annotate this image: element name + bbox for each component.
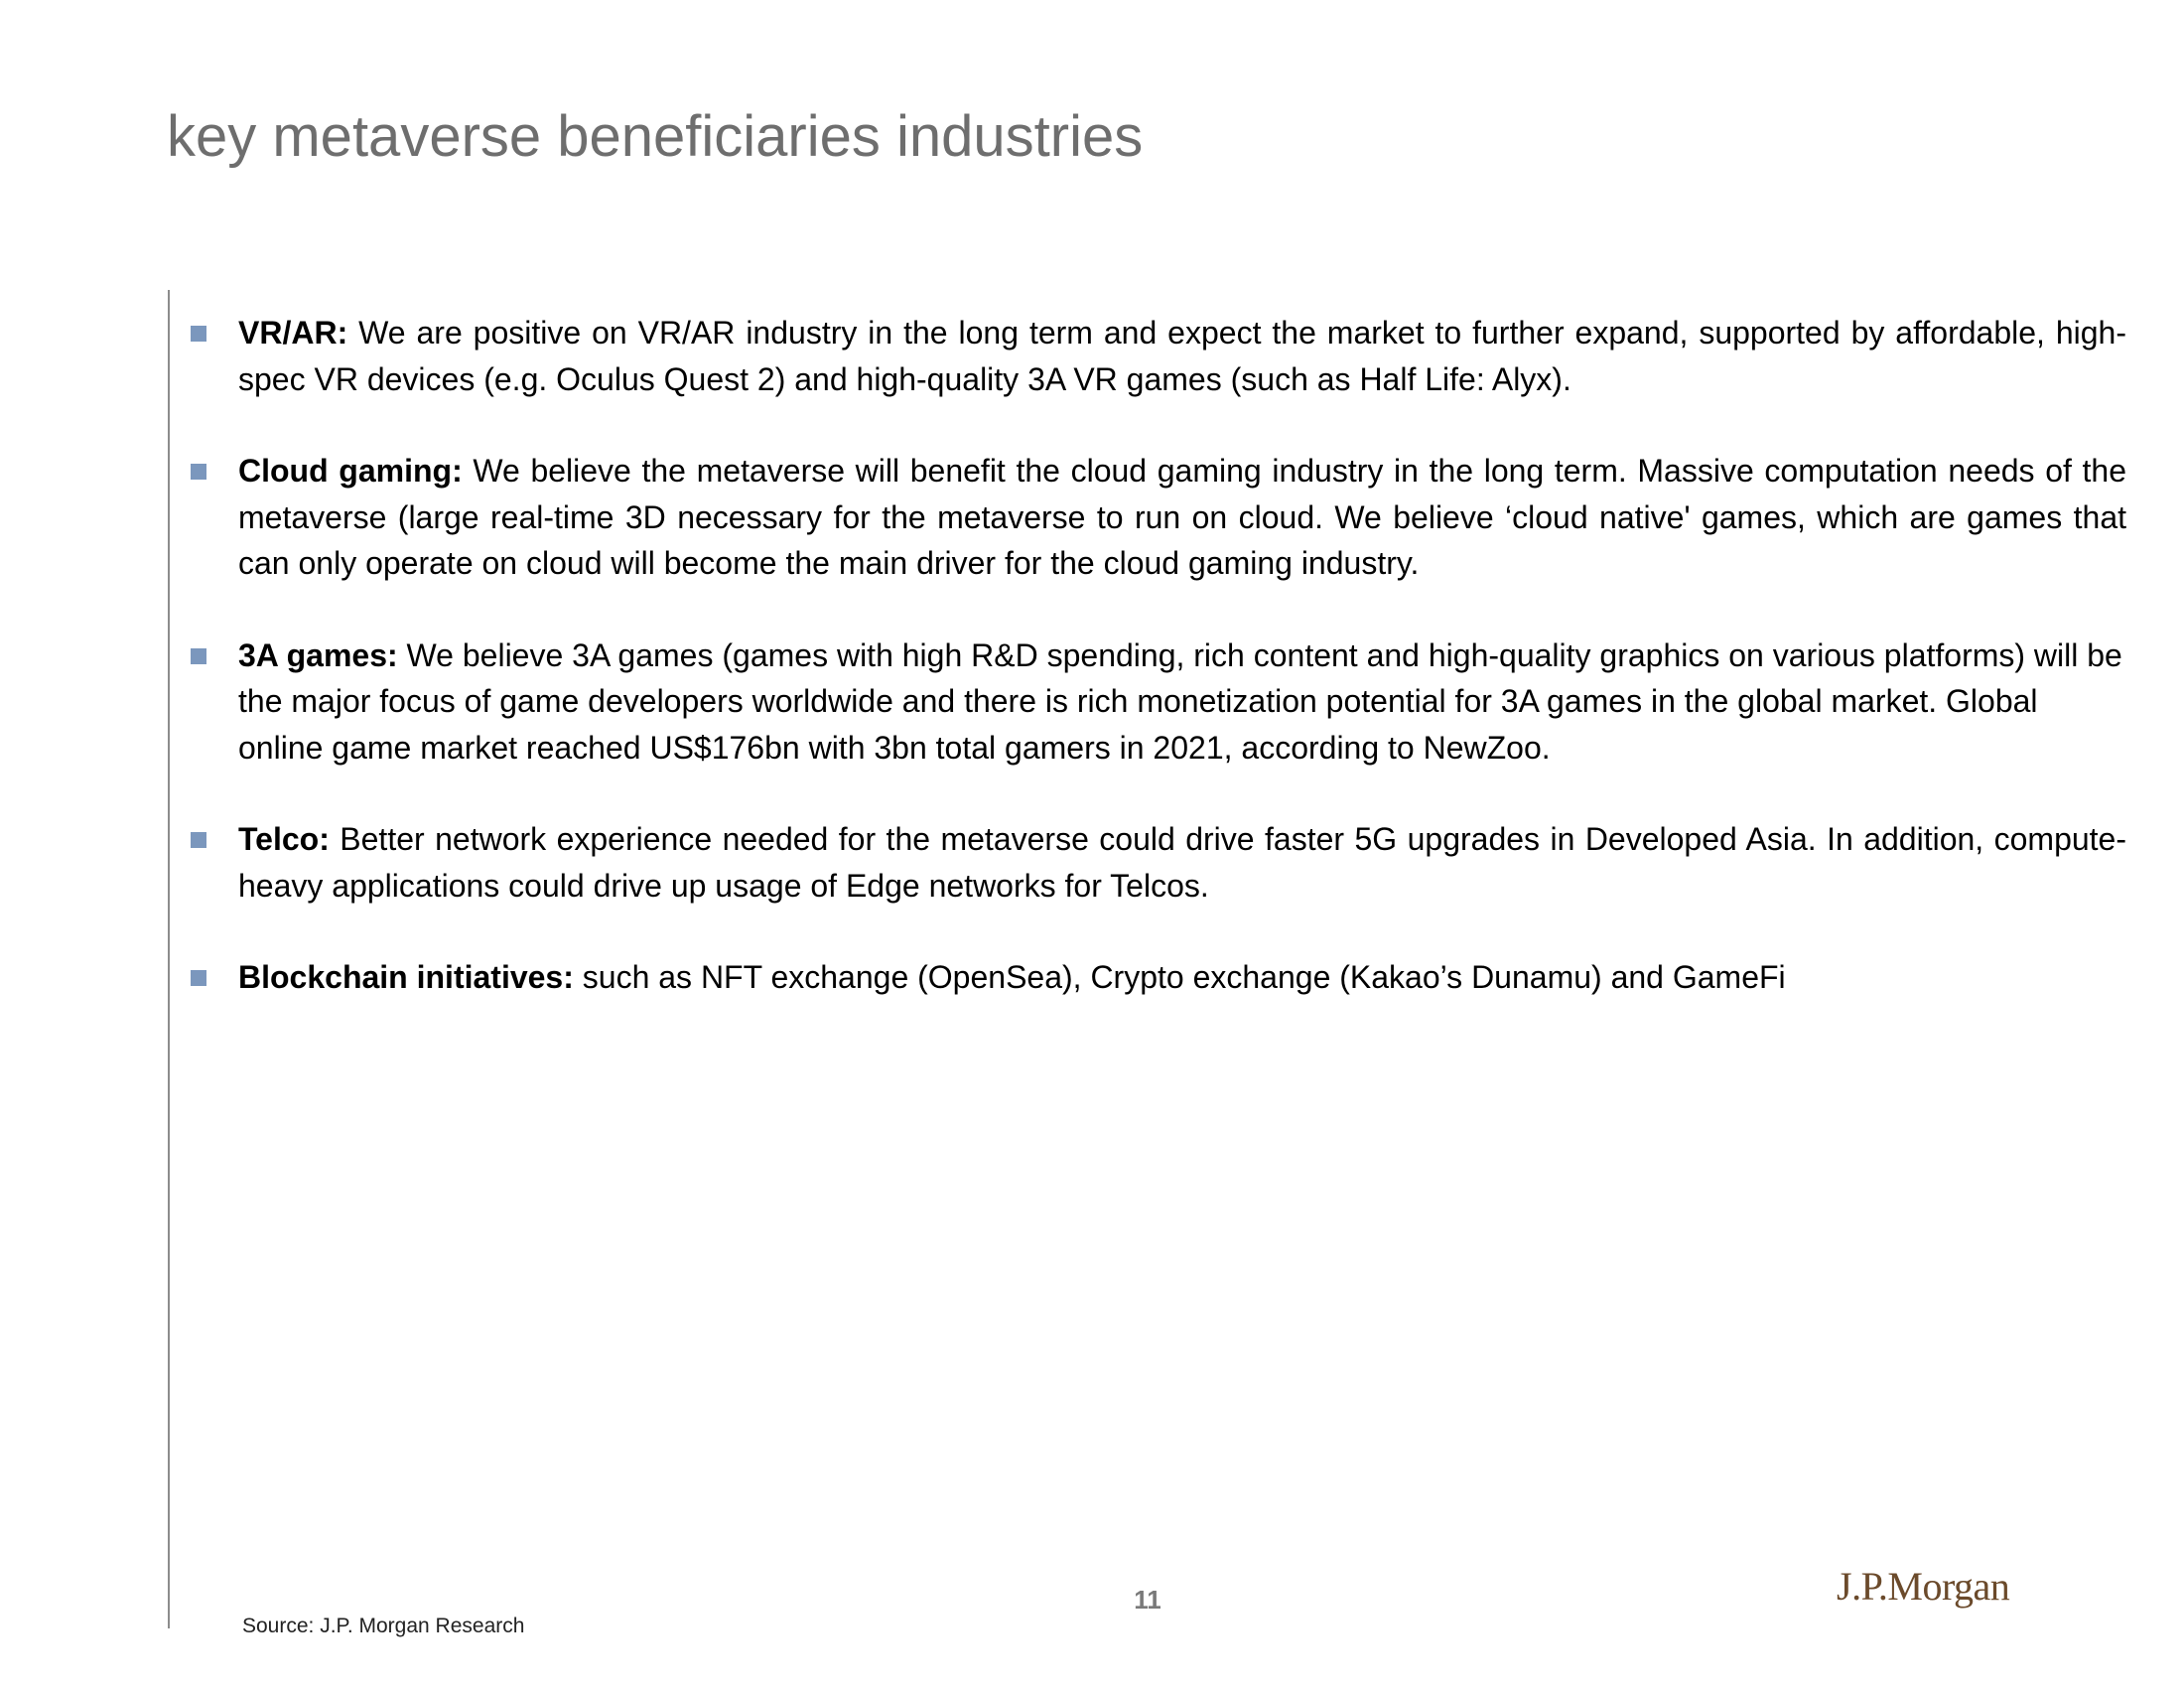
bullet-text: We believe the metaverse will benefit the cloud gaming industry in the long term. Massive computation needs of the metaverse (large real-time 3D necessary for the metaverse to run on cloud. We believe ‘cloud native' games, which are games that can only operate on cloud will become the main driver for the cloud gaming industry. xyxy=(238,453,2127,581)
bullet-lead: Cloud gaming: xyxy=(238,453,463,489)
bullet-lead: 3A games: xyxy=(238,636,398,673)
page-number: 11 xyxy=(1134,1585,1161,1615)
bullet-item-blockchain xyxy=(191,954,2126,1001)
bullet-lead: Blockchain initiatives: xyxy=(238,959,574,995)
bullet-lead: VR/AR: xyxy=(238,315,348,351)
jpmorgan-logo: J.P.Morgan xyxy=(1837,1564,2010,1609)
bullet-item-vr-ar xyxy=(191,310,2126,402)
bullet-text: We believe 3A games (games with high R&D spending, rich content and high-quality graphics on various platforms) will be the major focus of game developers worldwide and there is rich monetization potential for 3A games in the global market. Global online game market reached US$176bn with 3bn total gamers in 2021, according to NewZoo. xyxy=(238,636,2122,766)
square-bullet-icon xyxy=(191,464,206,480)
square-bullet-icon xyxy=(191,832,206,848)
source-note: Source: J.P. Morgan Research xyxy=(242,1615,525,1637)
square-bullet-icon xyxy=(191,648,206,664)
bullet-text: We are positive on VR/AR industry in the long term and expect the market to further expand, supported by affordable, high-spec VR devices (e.g. Oculus Quest 2) and high-quality 3A VR games (such as Half Life: Alyx). xyxy=(238,315,2126,397)
bullet-item-3a-games xyxy=(191,633,2126,772)
page-title: key metaverse beneficiaries industries xyxy=(167,104,1144,169)
bullet-list xyxy=(191,310,2126,1047)
bullet-item-telco xyxy=(191,816,2126,909)
bullet-lead: Telco: xyxy=(238,821,330,857)
left-divider xyxy=(168,290,170,1628)
bullet-text: Better network experience needed for the metaverse could drive faster 5G upgrades in Developed Asia. In addition, compute-heavy applications could drive up usage of Edge networks for Telcos. xyxy=(238,821,2126,904)
square-bullet-icon xyxy=(191,326,206,342)
bullet-item-cloud-gaming xyxy=(191,448,2126,587)
bullet-text: such as NFT exchange (OpenSea), Crypto exchange (Kakao’s Dunamu) and GameFi xyxy=(573,959,1786,995)
square-bullet-icon xyxy=(191,970,206,986)
